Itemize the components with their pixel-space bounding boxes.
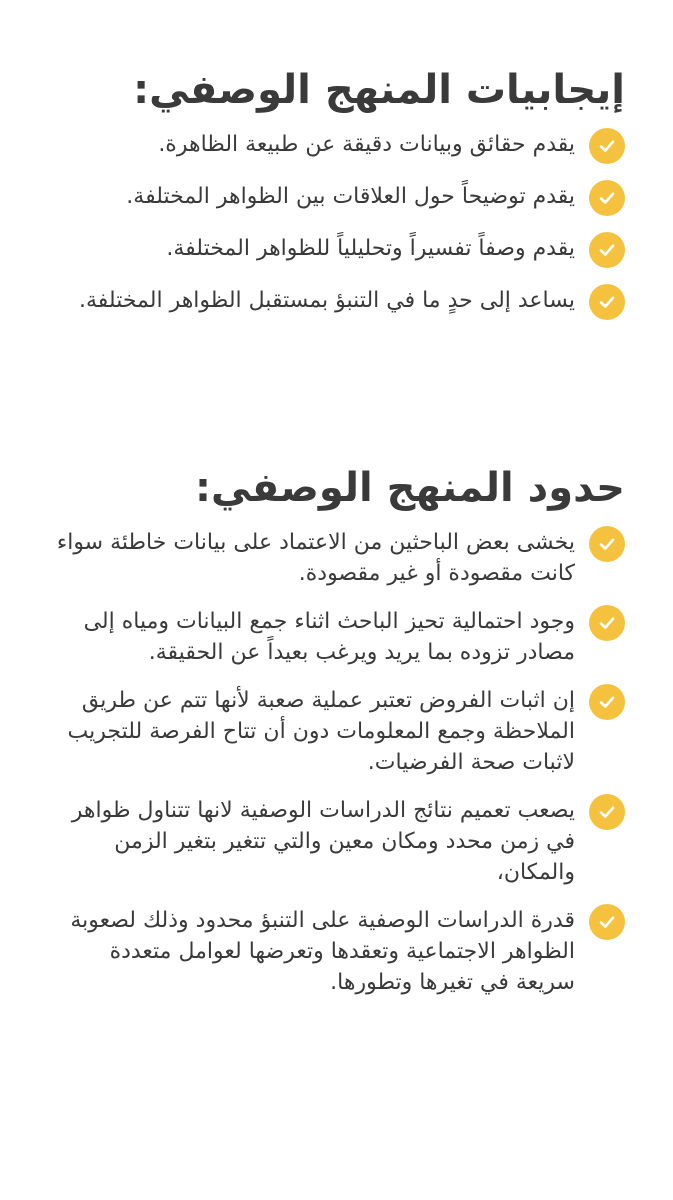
check-circle-icon <box>589 232 625 268</box>
check-circle-icon <box>589 684 625 720</box>
check-circle-icon <box>589 904 625 940</box>
list-item <box>48 794 625 888</box>
check-circle-icon <box>589 794 625 830</box>
list-item-text: إن اثبات الفروض تعتبر عملية صعبة لأنها تتم عن طريق الملاحظة وجمع المعلومات دون أن تتاح الفرصة للتجريب لاثبات صحة الفرضيات. <box>67 688 575 775</box>
check-circle-icon <box>589 605 625 641</box>
list-item-text: يقدم وصفاً تفسيراً وتحليلياً للظواهر المختلفة. <box>166 236 575 261</box>
check-circle-icon <box>589 180 625 216</box>
list-item-text: يصعب تعميم نتائج الدراسات الوصفية لانها تتناول ظواهر في زمن محدد ومكان معين والتي تتغير بتغير الزمن والمكان، <box>71 798 575 885</box>
limitations-section <box>48 460 625 1014</box>
list-item-text: يساعد إلى حدٍ ما في التنبؤ بمستقبل الظواهر المختلفة. <box>79 288 575 313</box>
limitations-list <box>48 526 625 998</box>
advantages-section <box>48 62 625 336</box>
list-item <box>48 284 625 320</box>
list-item <box>48 232 625 268</box>
advantages-heading: إيجابيات المنهج الوصفي: <box>133 67 625 113</box>
advantages-list <box>48 128 625 320</box>
list-item <box>48 180 625 216</box>
list-item <box>48 684 625 778</box>
list-item <box>48 526 625 589</box>
list-item-text: يقدم توضيحاً حول العلاقات بين الظواهر المختلفة. <box>126 184 575 209</box>
list-item <box>48 605 625 668</box>
list-item-text: قدرة الدراسات الوصفية على التنبؤ محدود وذلك لصعوبة الظواهر الاجتماعية وتعقدها وتعرضها لعوامل متعددة سريعة في تغيرها وتطورها. <box>70 908 575 995</box>
limitations-heading: حدود المنهج الوصفي: <box>195 465 625 511</box>
list-item-text: وجود احتمالية تحيز الباحث اثناء جمع البيانات ومياه إلى مصادر تزوده بما يريد ويرغب بعيداً عن الحقيقة. <box>83 609 575 665</box>
list-item-text: يقدم حقائق وبيانات دقيقة عن طبيعة الظاهرة. <box>158 132 575 157</box>
list-item-text: يخشى بعض الباحثين من الاعتماد على بيانات خاطئة سواء كانت مقصودة أو غير مقصودة. <box>56 530 575 586</box>
check-circle-icon <box>589 128 625 164</box>
check-circle-icon <box>589 284 625 320</box>
list-item <box>48 128 625 164</box>
list-item <box>48 904 625 998</box>
check-circle-icon <box>589 526 625 562</box>
